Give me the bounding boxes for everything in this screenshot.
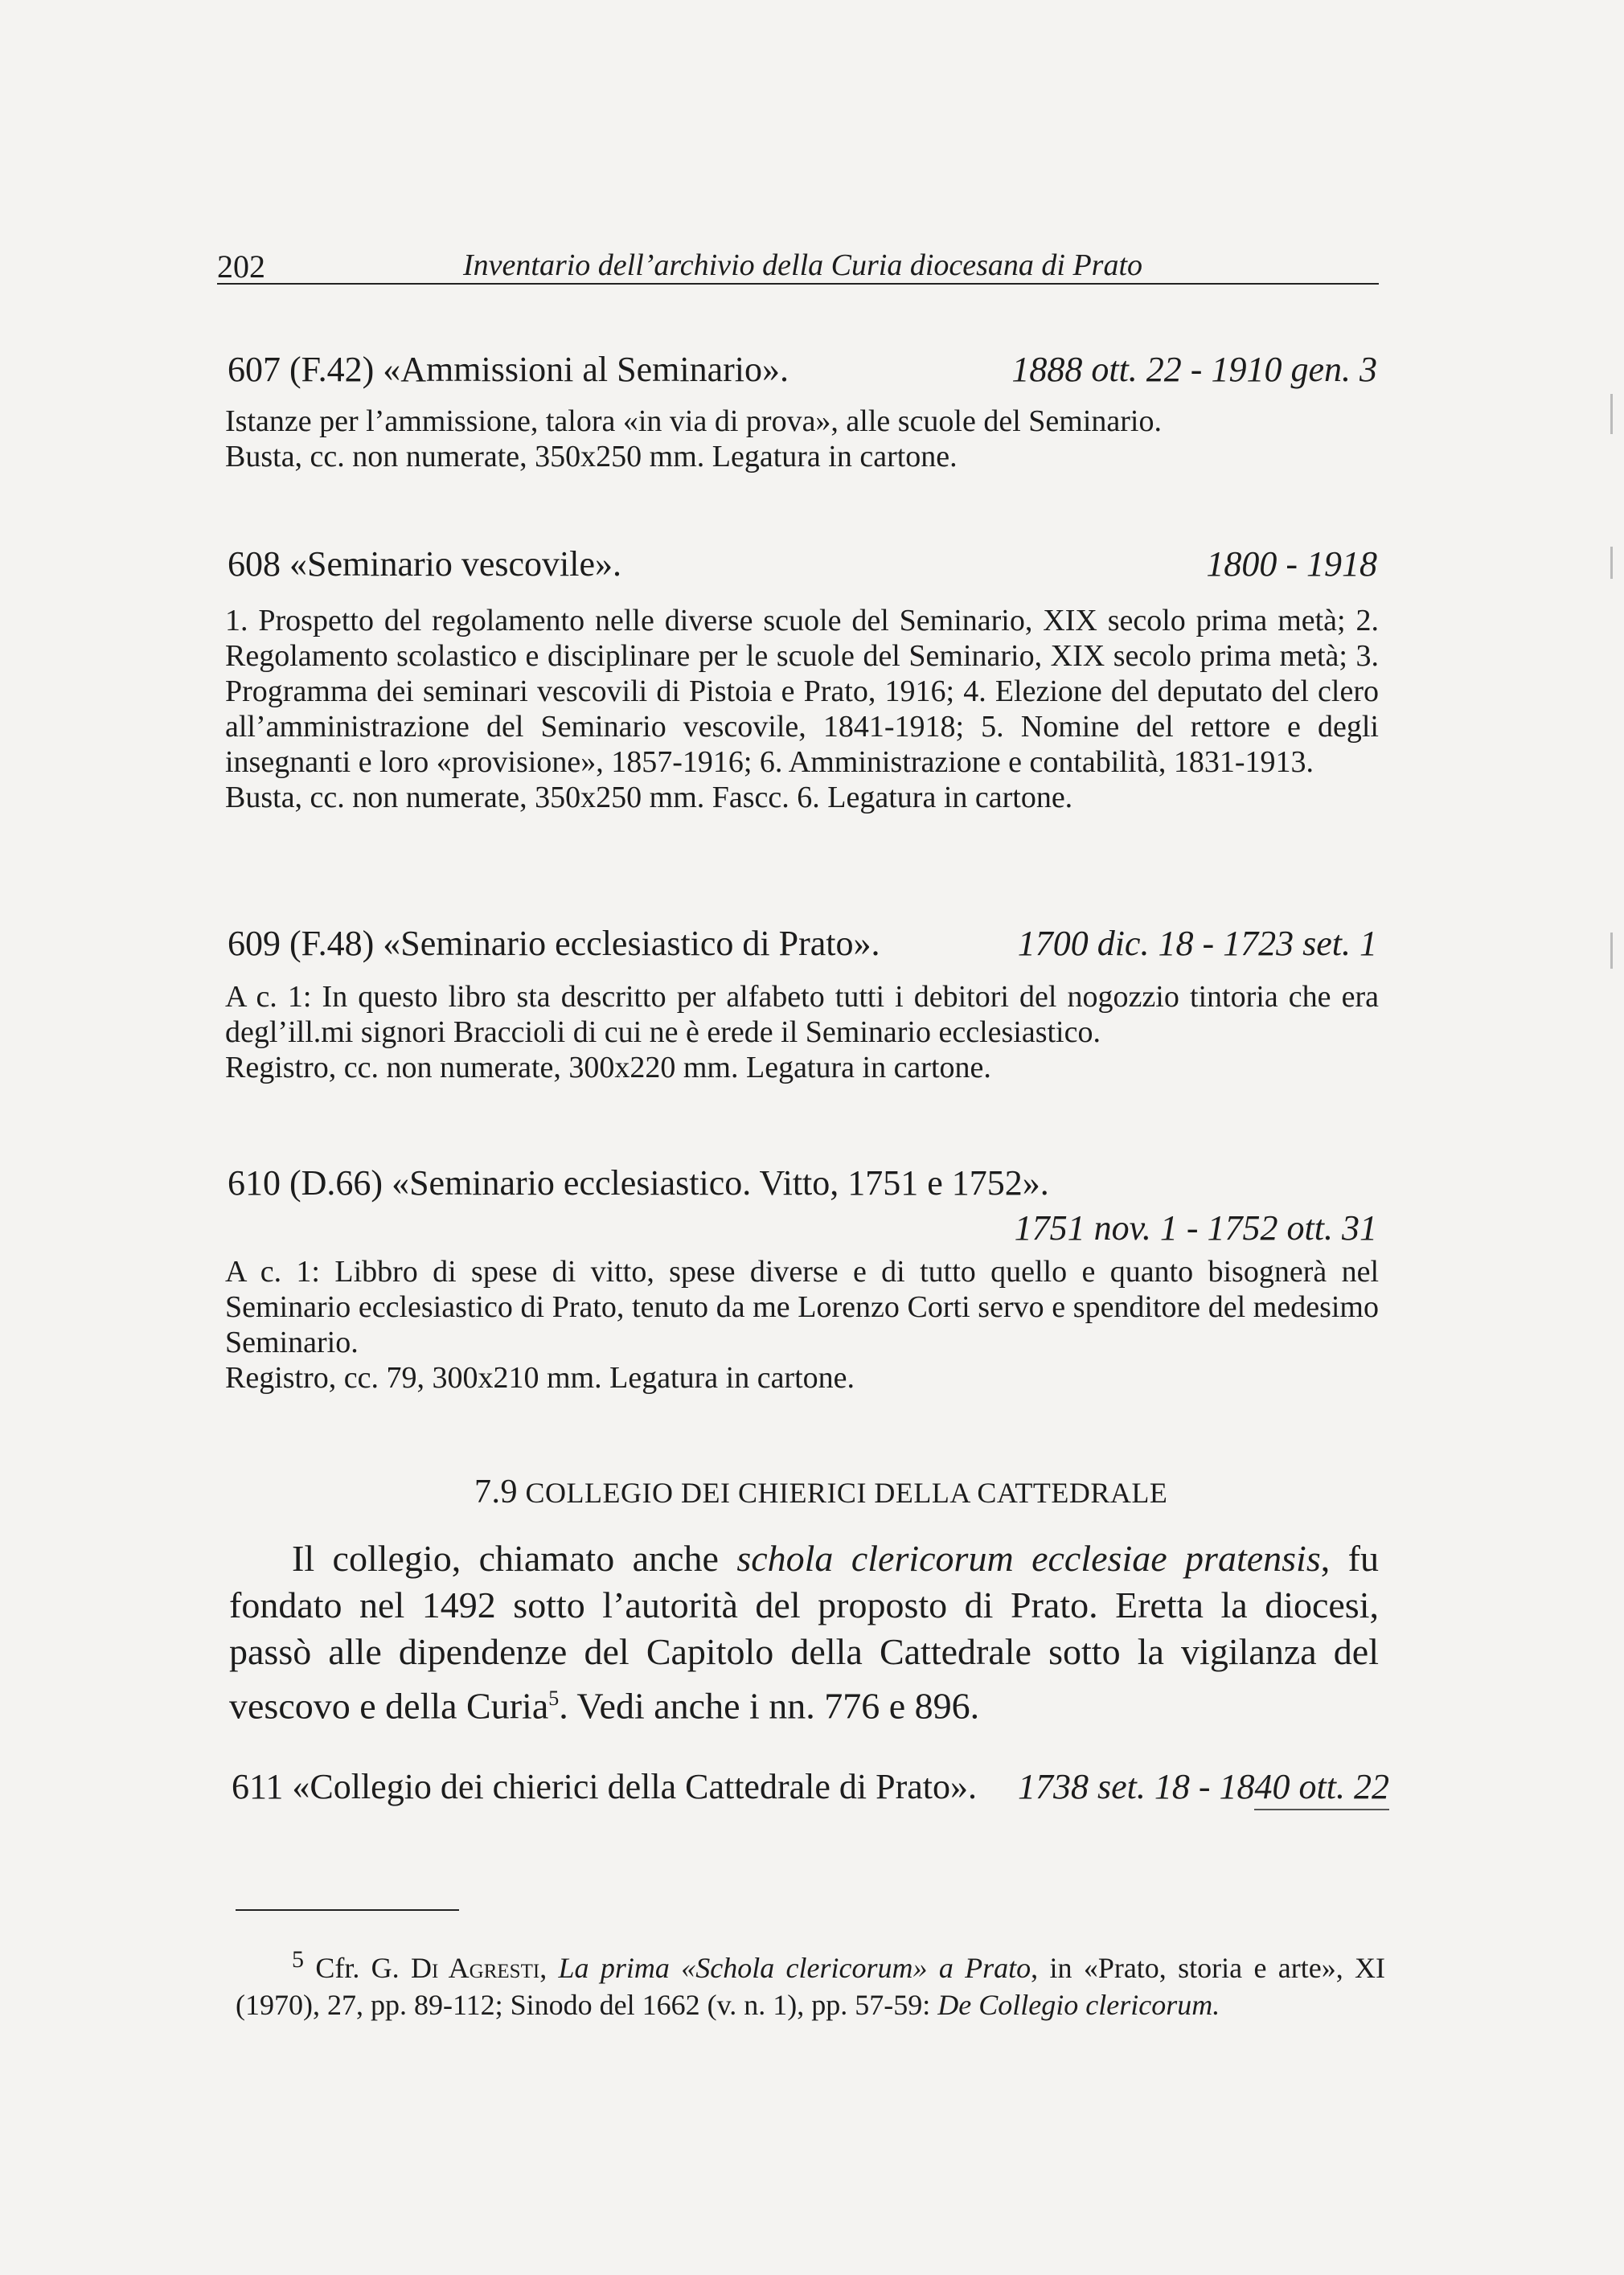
page-edge-mark [1610,933,1613,969]
entry-608-heading [228,542,1377,587]
entry-609-body [225,979,1379,1085]
intro-italic: schola clericorum ecclesiae pratensis [736,1538,1321,1579]
page-header [217,243,1379,285]
entry-607-heading [228,347,1377,392]
footnote-rule [236,1909,459,1911]
entry-description: 1. Prospetto del regolamento nelle diverse scuole del Seminario, XIX secolo prima metà; 2. Regolamento scolastico e disciplinare per le scuole del Seminario, XIX secolo prima metà; 3. Programma dei seminari vescovili di Pistoia e Prato, 1916; 4. Elezione del deputato del clero all’amministrazione del Seminario vescovile, 1841-1918; 5. Nomine del rettore e degli insegnanti e loro «provisione», 1857-1916; 6. Amministrazione e contabilità, 1831-1913. [225,604,1379,779]
entry-610-body [225,1254,1379,1396]
page-edge-mark [1610,394,1613,434]
entry-physical: Registro, cc. non numerate, 300x220 mm. Legatura in cartone. [225,1051,991,1084]
section-heading [474,1473,1167,1511]
entry-physical: Busta, cc. non numerate, 350x250 mm. Legatura in cartone. [225,440,958,473]
intro-text-cont: , fu fondato nel 1492 sotto l’autorità del proposto di Prato. Eretta la diocesi, passò alle dipendenze del Capitolo della Cattedrale sotto la vigilanza del vescovo e della Curia [229,1538,1379,1727]
footnote-ref[interactable]: 5 [548,1687,560,1710]
entry-description: Istanze per l’ammissione, talora «in via di prova», alle scuole del Seminario. [225,404,1162,438]
entry-date: 1800 - 1918 [1206,544,1377,584]
entry-title: 609 (F.48) «Seminario ecclesiastico di Prato». [228,924,880,963]
entry-608-body [225,603,1379,815]
entry-physical: Busta, cc. non numerate, 350x250 mm. Fascc. 6. Legatura in cartone. [225,781,1073,814]
entry-date: 1738 set. 18 - 1840 ott. 22 [1018,1767,1389,1806]
page-edge-mark [1610,547,1613,579]
footnote: $^5$ Cfr. G. Di Agresti, La prima «Schola clericorum» a Prato, in «Prato, storia e arte», XI (1970), 27, pp. 89-112; Sinodo del 1662 (v. n. 1), pp. 57-59: De Collegio clericorum. [236,1946,1386,2021]
entry-title: 608 «Seminario vescovile». [228,544,622,584]
entry-title: 611 «Collegio dei chierici della Cattedrale di Prato». [232,1767,977,1806]
entry-physical: Registro, cc. 79, 300x210 mm. Legatura in cartone. [225,1361,855,1395]
running-title: Inventario dell’archivio della Curia diocesana di Prato [463,248,1143,282]
section-intro [229,1535,1379,1729]
intro-end: . Vedi anche i nn. 776 e 896. [559,1685,980,1727]
date-underline [1254,1809,1389,1810]
entry-607-body [225,404,1379,474]
footnote-italic-end: De Collegio clericorum. [937,1989,1220,2021]
footnote-title: La prima «Schola clericorum» a Prato [558,1952,1031,1984]
footnote-author: Di Agresti [411,1952,540,1984]
entry-title: 607 (F.42) «Ammissioni al Seminario». [228,350,789,389]
page-number: 202 [217,248,265,285]
section-title: COLLEGIO DEI CHIERICI DELLA CATTEDRALE [525,1477,1168,1509]
footnote-number: 5 [292,1946,304,1973]
entry-date: 1700 dic. 18 - 1723 set. 1 [1017,924,1377,963]
entry-title: 610 (D.66) «Seminario ecclesiastico. Vitto, 1751 e 1752». [228,1163,1049,1203]
footnote-cfr: Cfr. G. [315,1952,412,1984]
entry-611-heading [232,1765,1389,1810]
entry-610-heading [228,1161,1377,1251]
footnote-rest: , in «Prato, storia e arte», XI (1970), 27, pp. 89-112; Sinodo del 1662 (v. n. 1), pp. 57-59: [236,1952,1386,2021]
intro-text: Il collegio, chiamato anche [292,1538,737,1579]
entry-date: 1888 ott. 22 - 1910 gen. 3 [1011,350,1377,389]
entry-609-heading [228,921,1377,966]
entry-description: A c. 1: In questo libro sta descritto per alfabeto tutti i debitori del nogozzio tintoria che era degl’ill.mi signori Braccioli di cui ne è erede il Seminario ecclesiastico. [225,980,1379,1049]
section-number: 7.9 [474,1474,518,1511]
entry-date: 1751 nov. 1 - 1752 ott. 31 [1014,1208,1377,1248]
entry-description: A c. 1: Libbro di spese di vitto, spese diverse e di tutto quello e quanto bisognerà nel Seminario ecclesiastico di Prato, tenuto da me Lorenzo Corti servo e spenditore del medesimo Seminario. [225,1255,1379,1359]
